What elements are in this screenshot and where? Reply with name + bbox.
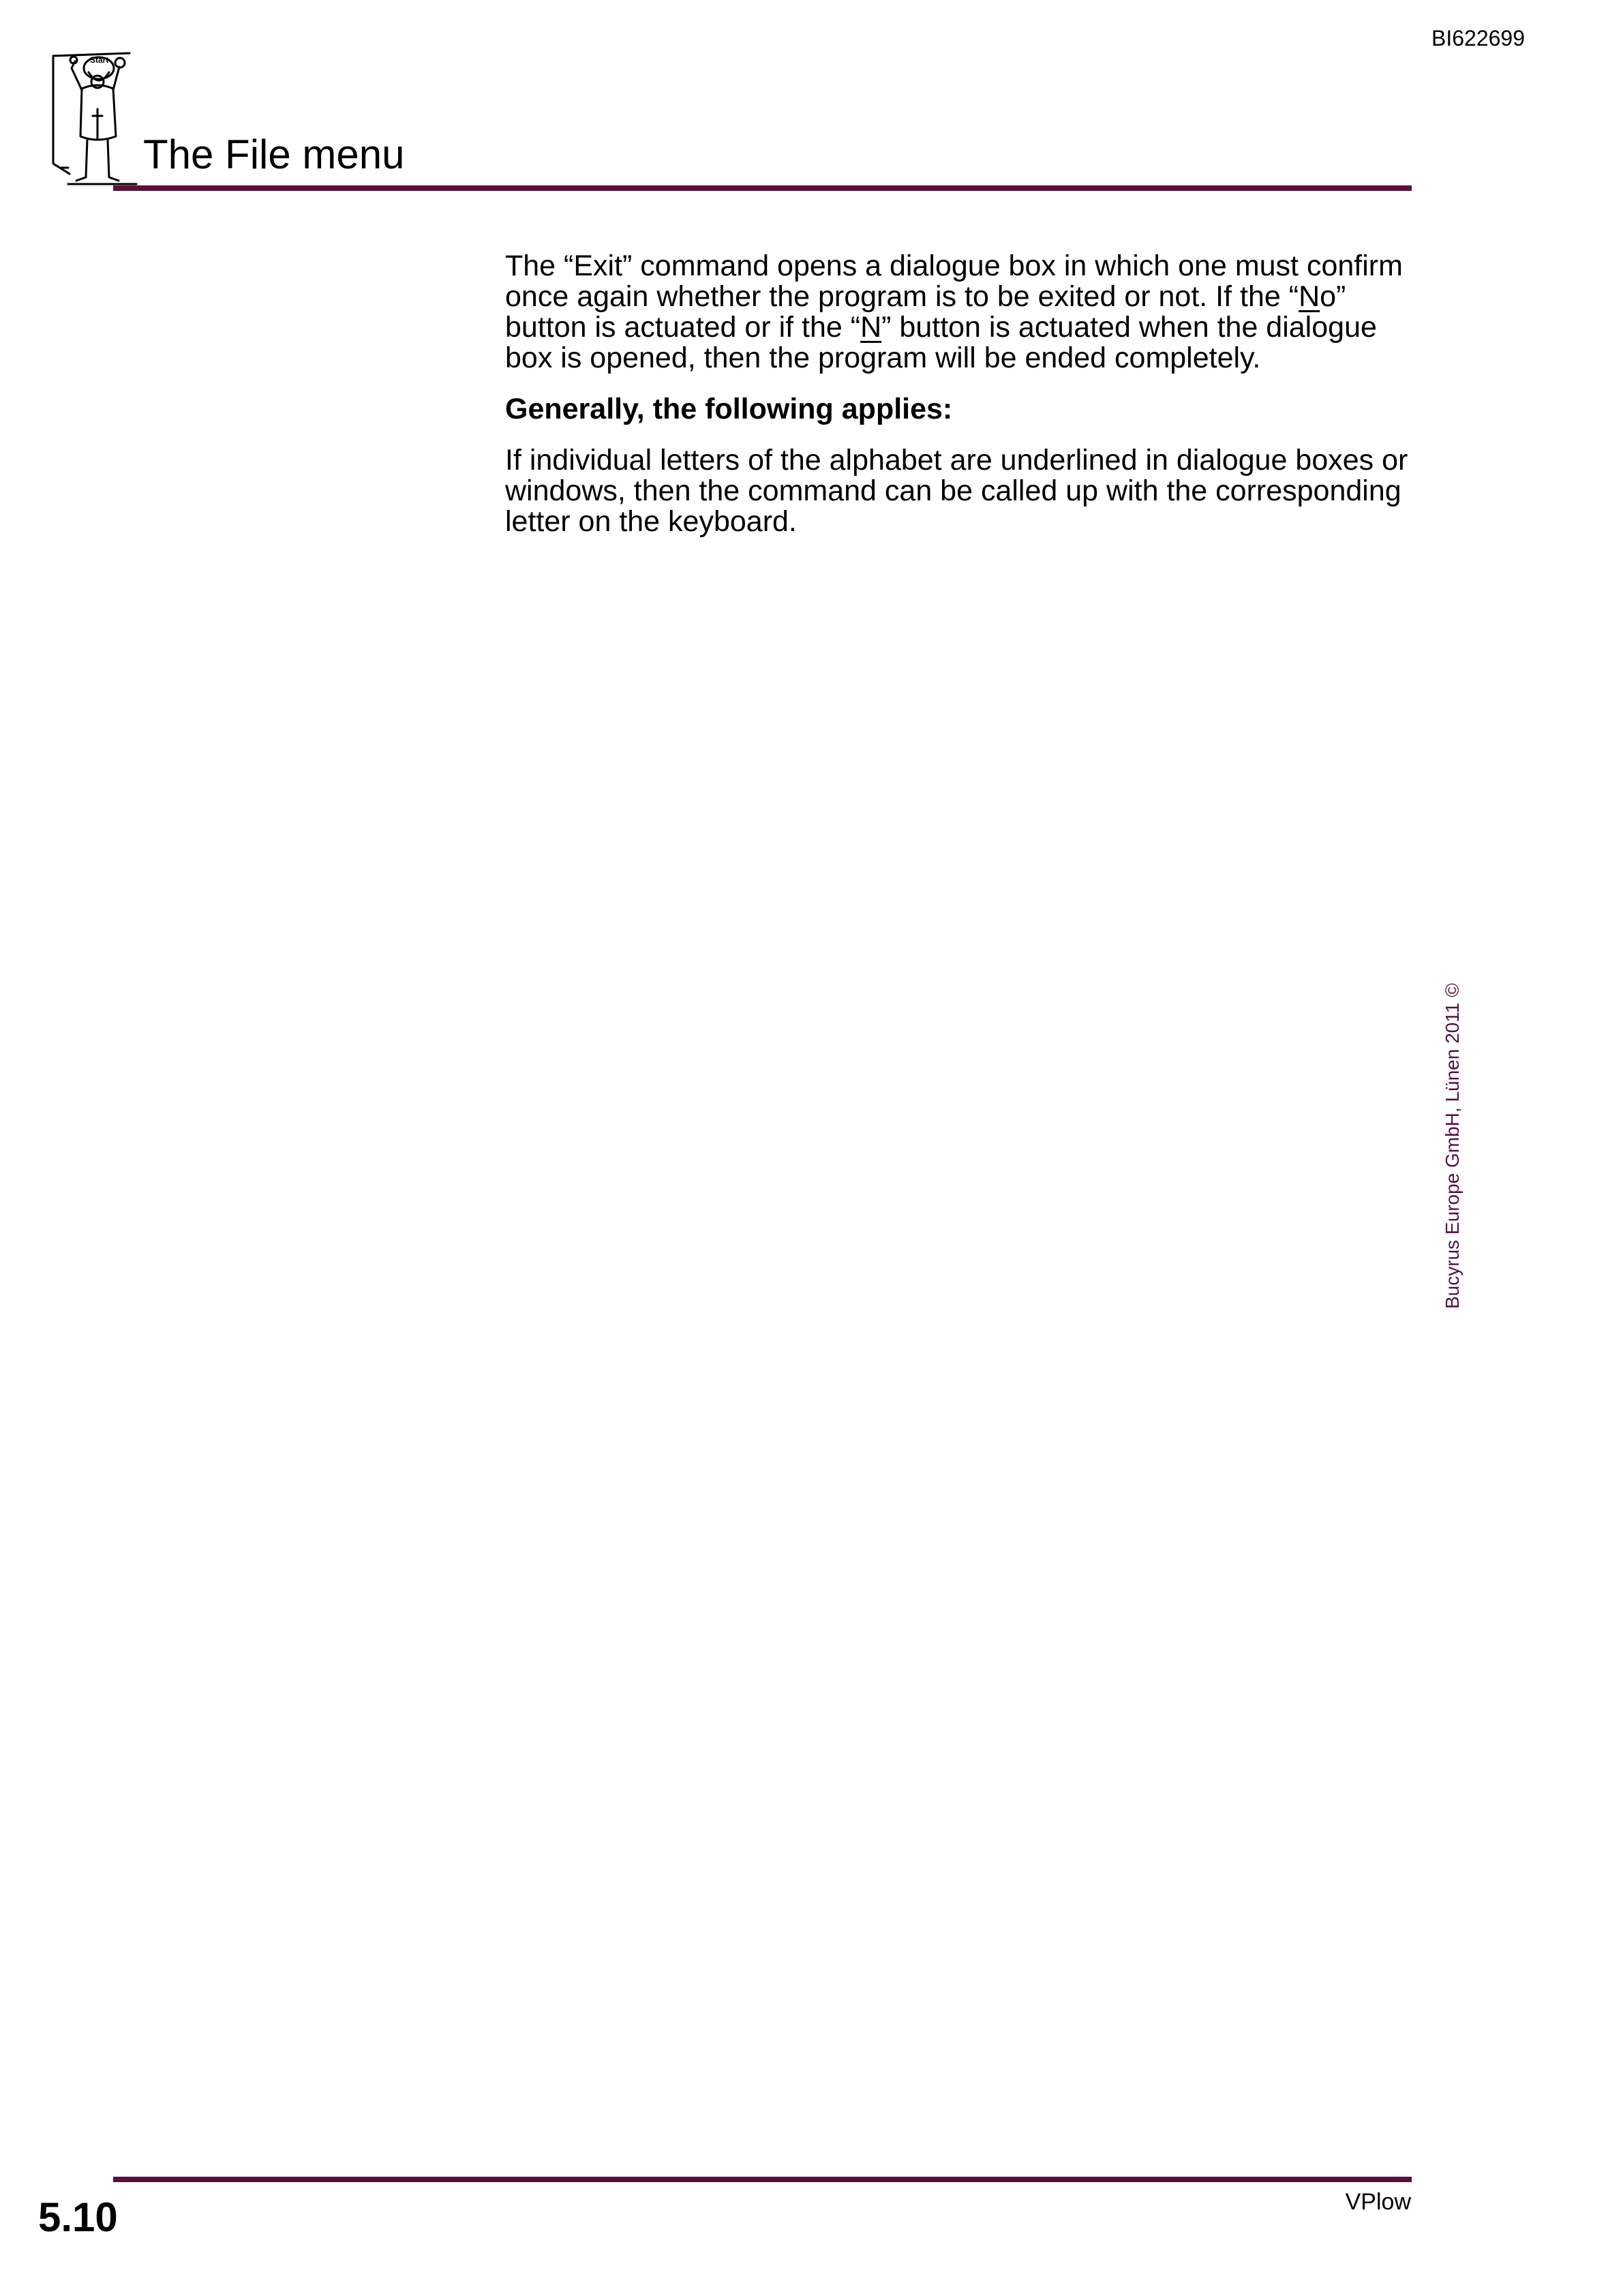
document-id: BI622699 bbox=[1431, 26, 1526, 50]
product-name: VPlow bbox=[1345, 2189, 1411, 2215]
footer-rule bbox=[113, 2177, 1412, 2182]
main-content bbox=[505, 251, 1412, 537]
start-figure-logo bbox=[34, 48, 143, 191]
exit-paragraph: The “Exit” command opens a dialogue box in which one must confirm once again whether the program is to be exited or not. If the “No” button is actuated or if the “N” button is actuated when the dialogue box is opened, then the program will be ended completely. bbox=[505, 250, 1403, 374]
svg-text:Start: Start bbox=[90, 55, 109, 65]
header-rule bbox=[113, 185, 1412, 191]
copyright-note: Bucyrus Europe GmbH, Lünen 2011 © bbox=[1442, 983, 1463, 1309]
shortcut-paragraph: If individual letters of the alphabet are underlined in dialogue boxes or windows, then the command can be called up with the corresponding letter on the keyboard. bbox=[505, 444, 1408, 538]
section-heading: Generally, the following applies: bbox=[505, 393, 953, 425]
page-title: The File menu bbox=[143, 132, 405, 177]
page-number: 5.10 bbox=[38, 2194, 118, 2240]
